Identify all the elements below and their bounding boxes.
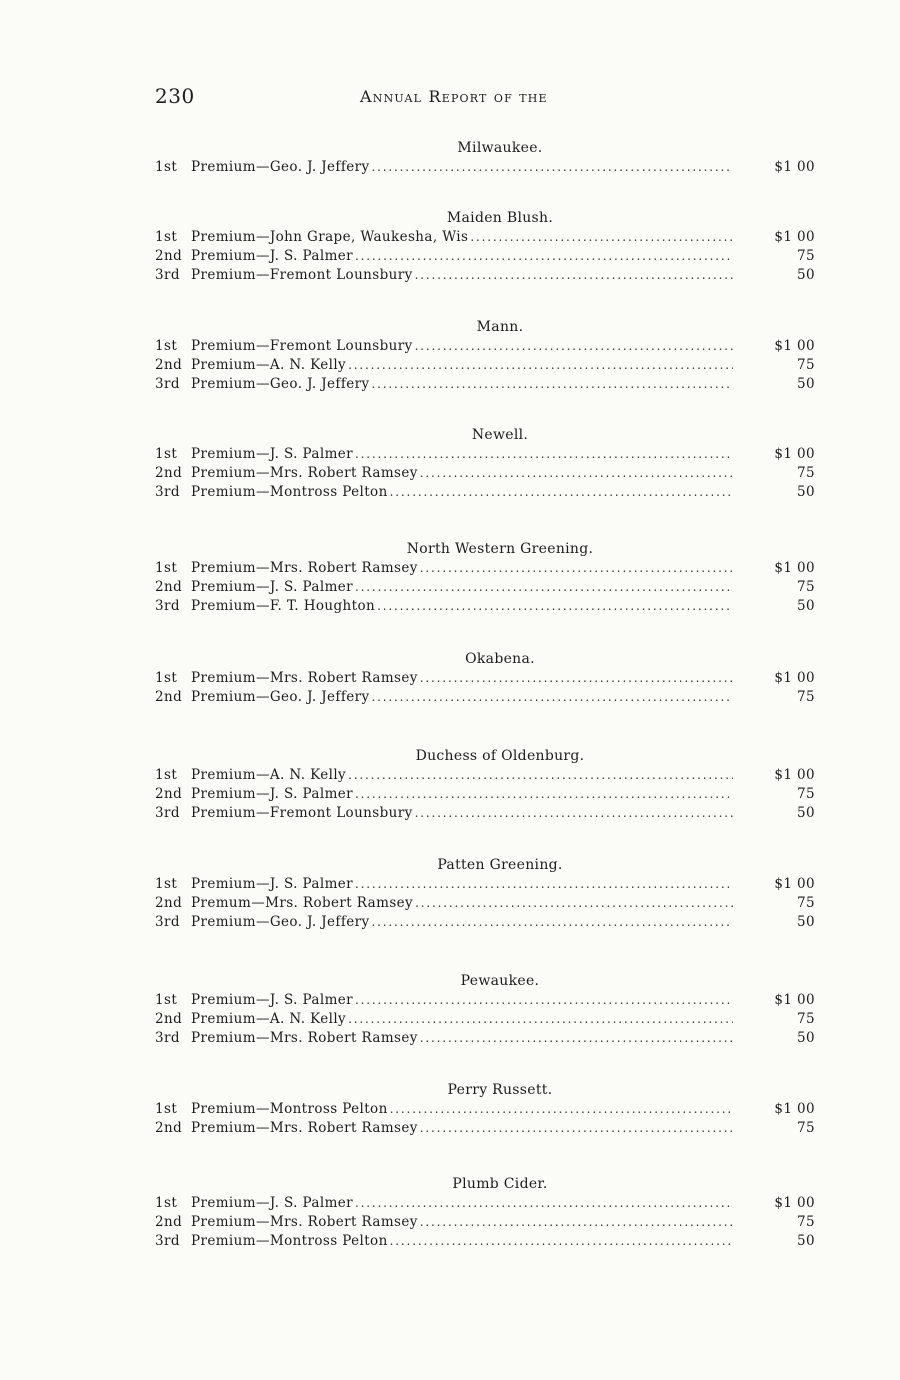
dot-leader xyxy=(372,158,734,177)
dot-leader xyxy=(355,991,733,1010)
entry-amount: 75 xyxy=(797,357,815,373)
dot-leader xyxy=(390,483,733,502)
entry-place: 2nd xyxy=(155,248,183,264)
dot-leader xyxy=(348,356,733,375)
entry-place: 1st xyxy=(155,446,178,462)
section-title: Maiden Blush. xyxy=(446,210,554,226)
dot-leader xyxy=(420,1119,733,1138)
dot-leader xyxy=(355,578,733,597)
entry-label: Premum—Mrs. Robert Ramsey xyxy=(191,895,414,911)
entry-place: 2nd xyxy=(155,689,183,705)
premium-entry xyxy=(155,1029,815,1048)
dot-leader xyxy=(372,688,734,707)
entry-amount: $1 00 xyxy=(774,1195,815,1211)
entry-amount: 50 xyxy=(797,914,815,930)
entry-label: Premium—Fremont Lounsbury xyxy=(191,338,413,354)
premium-section xyxy=(155,971,815,1048)
dot-leader xyxy=(348,766,733,785)
entry-label: Premium—J. S. Palmer xyxy=(191,1195,354,1211)
section-title: North Western Greening. xyxy=(406,541,594,557)
premium-entry xyxy=(155,1010,815,1029)
entry-place: 2nd xyxy=(155,786,183,802)
page-number: 230 xyxy=(155,84,195,108)
premium-entry xyxy=(155,991,815,1010)
premium-entry xyxy=(155,559,815,578)
entry-label: Premium—John Grape, Waukesha, Wis xyxy=(191,229,469,245)
entry-label: Premium—Montross Pelton xyxy=(191,484,388,500)
premium-entry xyxy=(155,356,815,375)
entry-place: 2nd xyxy=(155,895,183,911)
entry-amount: 75 xyxy=(797,465,815,481)
premium-entry xyxy=(155,597,815,616)
premium-section xyxy=(155,539,815,616)
premium-entry xyxy=(155,464,815,483)
premium-section xyxy=(155,317,815,394)
entry-amount: 50 xyxy=(797,484,815,500)
section-title: Mann. xyxy=(476,319,524,335)
entry-amount: $1 00 xyxy=(774,1101,815,1117)
premium-entry xyxy=(155,875,815,894)
entry-label: Premium—Fremont Lounsbury xyxy=(191,267,413,283)
entry-place: 2nd xyxy=(155,1120,183,1136)
dot-leader xyxy=(390,1232,733,1251)
entry-place: 1st xyxy=(155,338,178,354)
entry-label: Premium—Mrs. Robert Ramsey xyxy=(191,1214,418,1230)
premium-section xyxy=(155,1080,815,1138)
dot-leader xyxy=(415,894,733,913)
section-title: Milwaukee. xyxy=(457,140,543,156)
dot-leader xyxy=(355,875,733,894)
dot-leader xyxy=(420,669,733,688)
entry-label: Premium—J. S. Palmer xyxy=(191,446,354,462)
entry-amount: 75 xyxy=(797,895,815,911)
dot-leader xyxy=(415,266,733,285)
entry-label: Premium—J. S. Palmer xyxy=(191,786,354,802)
premium-entry xyxy=(155,688,815,707)
entry-label: Premium—Mrs. Robert Ramsey xyxy=(191,670,418,686)
section-title: Perry Russett. xyxy=(447,1082,553,1098)
entry-place: 1st xyxy=(155,767,178,783)
entry-amount: 50 xyxy=(797,1233,815,1249)
premium-entry xyxy=(155,158,815,177)
premium-section xyxy=(155,208,815,285)
entry-place: 3rd xyxy=(155,598,180,614)
premium-section xyxy=(155,425,815,502)
entry-amount: 75 xyxy=(797,579,815,595)
entry-label: Premium—A. N. Kelly xyxy=(191,357,347,373)
entry-place: 1st xyxy=(155,229,178,245)
entry-place: 3rd xyxy=(155,376,180,392)
entry-amount: 75 xyxy=(797,1120,815,1136)
entry-place: 3rd xyxy=(155,1233,180,1249)
dot-leader xyxy=(470,228,733,247)
dot-leader xyxy=(420,464,733,483)
dot-leader xyxy=(415,337,733,356)
premium-entry xyxy=(155,1194,815,1213)
entry-label: Premium—J. S. Palmer xyxy=(191,992,354,1008)
premium-entry xyxy=(155,894,815,913)
entry-amount: 75 xyxy=(797,248,815,264)
premium-entry xyxy=(155,578,815,597)
entry-place: 1st xyxy=(155,992,178,1008)
section-title: Pewaukee. xyxy=(460,973,540,989)
dot-leader xyxy=(372,375,734,394)
premium-entry xyxy=(155,785,815,804)
entry-amount: $1 00 xyxy=(774,992,815,1008)
entry-label: Premium—Mrs. Robert Ramsey xyxy=(191,560,418,576)
premium-entry xyxy=(155,247,815,266)
entry-place: 3rd xyxy=(155,805,180,821)
premium-entry xyxy=(155,1213,815,1232)
premium-entry xyxy=(155,228,815,247)
entry-label: Premium—Montross Pelton xyxy=(191,1101,388,1117)
entry-place: 1st xyxy=(155,560,178,576)
premium-entry xyxy=(155,913,815,932)
entry-amount: 50 xyxy=(797,1030,815,1046)
entry-label: Premium—J. S. Palmer xyxy=(191,579,354,595)
section-title: Okabena. xyxy=(465,651,535,667)
section-title: Newell. xyxy=(471,427,529,443)
dot-leader xyxy=(348,1010,733,1029)
entry-label: Premium—Montross Pelton xyxy=(191,1233,388,1249)
entry-amount: 75 xyxy=(797,1214,815,1230)
section-title: Patten Greening. xyxy=(437,857,563,873)
entry-amount: 75 xyxy=(797,786,815,802)
premium-entry xyxy=(155,1119,815,1138)
running-head: Annual Report of the xyxy=(360,87,548,106)
entry-amount: $1 00 xyxy=(774,446,815,462)
entry-label: Premium—Mrs. Robert Ramsey xyxy=(191,1120,418,1136)
dot-leader xyxy=(420,1029,733,1048)
premium-entry xyxy=(155,337,815,356)
page-header xyxy=(155,84,815,114)
dot-leader xyxy=(355,247,733,266)
premium-section xyxy=(155,1174,815,1251)
entry-label: Premium—Geo. J. Jeffery xyxy=(191,376,370,392)
entry-place: 1st xyxy=(155,1195,178,1211)
entry-label: Premium—A. N. Kelly xyxy=(191,767,347,783)
entry-place: 2nd xyxy=(155,579,183,595)
premium-entry xyxy=(155,804,815,823)
premium-section xyxy=(155,855,815,932)
dot-leader xyxy=(355,445,733,464)
entry-amount: $1 00 xyxy=(774,876,815,892)
entry-label: Premium—J. S. Palmer xyxy=(191,876,354,892)
dot-leader xyxy=(420,1213,733,1232)
entry-label: Premium—Mrs. Robert Ramsey xyxy=(191,465,418,481)
entry-amount: $1 00 xyxy=(774,767,815,783)
premium-entry xyxy=(155,669,815,688)
premium-entry xyxy=(155,375,815,394)
dot-leader xyxy=(415,804,733,823)
entry-amount: $1 00 xyxy=(774,159,815,175)
entry-place: 1st xyxy=(155,670,178,686)
entry-place: 3rd xyxy=(155,1030,180,1046)
premium-section xyxy=(155,746,815,823)
premium-entry xyxy=(155,766,815,785)
entry-place: 1st xyxy=(155,1101,178,1117)
entry-label: Premium—Geo. J. Jeffery xyxy=(191,159,370,175)
premium-entry xyxy=(155,1100,815,1119)
premium-entry xyxy=(155,445,815,464)
entry-amount: $1 00 xyxy=(774,229,815,245)
dot-leader xyxy=(355,785,733,804)
premium-entry xyxy=(155,483,815,502)
premium-entry xyxy=(155,1232,815,1251)
entry-amount: 50 xyxy=(797,598,815,614)
entry-label: Premium—J. S. Palmer xyxy=(191,248,354,264)
dot-leader xyxy=(420,559,733,578)
section-title: Duchess of Oldenburg. xyxy=(415,748,585,764)
entry-place: 2nd xyxy=(155,1011,183,1027)
premium-entry xyxy=(155,266,815,285)
entry-label: Premium—Geo. J. Jeffery xyxy=(191,914,370,930)
entry-amount: $1 00 xyxy=(774,670,815,686)
entry-place: 3rd xyxy=(155,914,180,930)
dot-leader xyxy=(377,597,733,616)
entry-place: 2nd xyxy=(155,357,183,373)
entry-amount: $1 00 xyxy=(774,560,815,576)
entry-label: Premium—F. T. Houghton xyxy=(191,598,376,614)
entry-amount: $1 00 xyxy=(774,338,815,354)
entry-place: 3rd xyxy=(155,484,180,500)
dot-leader xyxy=(355,1194,733,1213)
dot-leader xyxy=(390,1100,733,1119)
entry-amount: 50 xyxy=(797,267,815,283)
entry-place: 2nd xyxy=(155,465,183,481)
entry-place: 3rd xyxy=(155,267,180,283)
entry-label: Premium—Geo. J. Jeffery xyxy=(191,689,370,705)
entry-amount: 75 xyxy=(797,1011,815,1027)
premium-section xyxy=(155,138,815,177)
entry-label: Premium—Mrs. Robert Ramsey xyxy=(191,1030,418,1046)
entry-amount: 50 xyxy=(797,376,815,392)
entry-amount: 50 xyxy=(797,805,815,821)
entry-place: 1st xyxy=(155,159,178,175)
dot-leader xyxy=(372,913,734,932)
entry-label: Premium—Fremont Lounsbury xyxy=(191,805,413,821)
premium-section xyxy=(155,649,815,707)
entry-place: 2nd xyxy=(155,1214,183,1230)
entry-label: Premium—A. N. Kelly xyxy=(191,1011,347,1027)
section-title: Plumb Cider. xyxy=(452,1176,548,1192)
entry-amount: 75 xyxy=(797,689,815,705)
entry-place: 1st xyxy=(155,876,178,892)
